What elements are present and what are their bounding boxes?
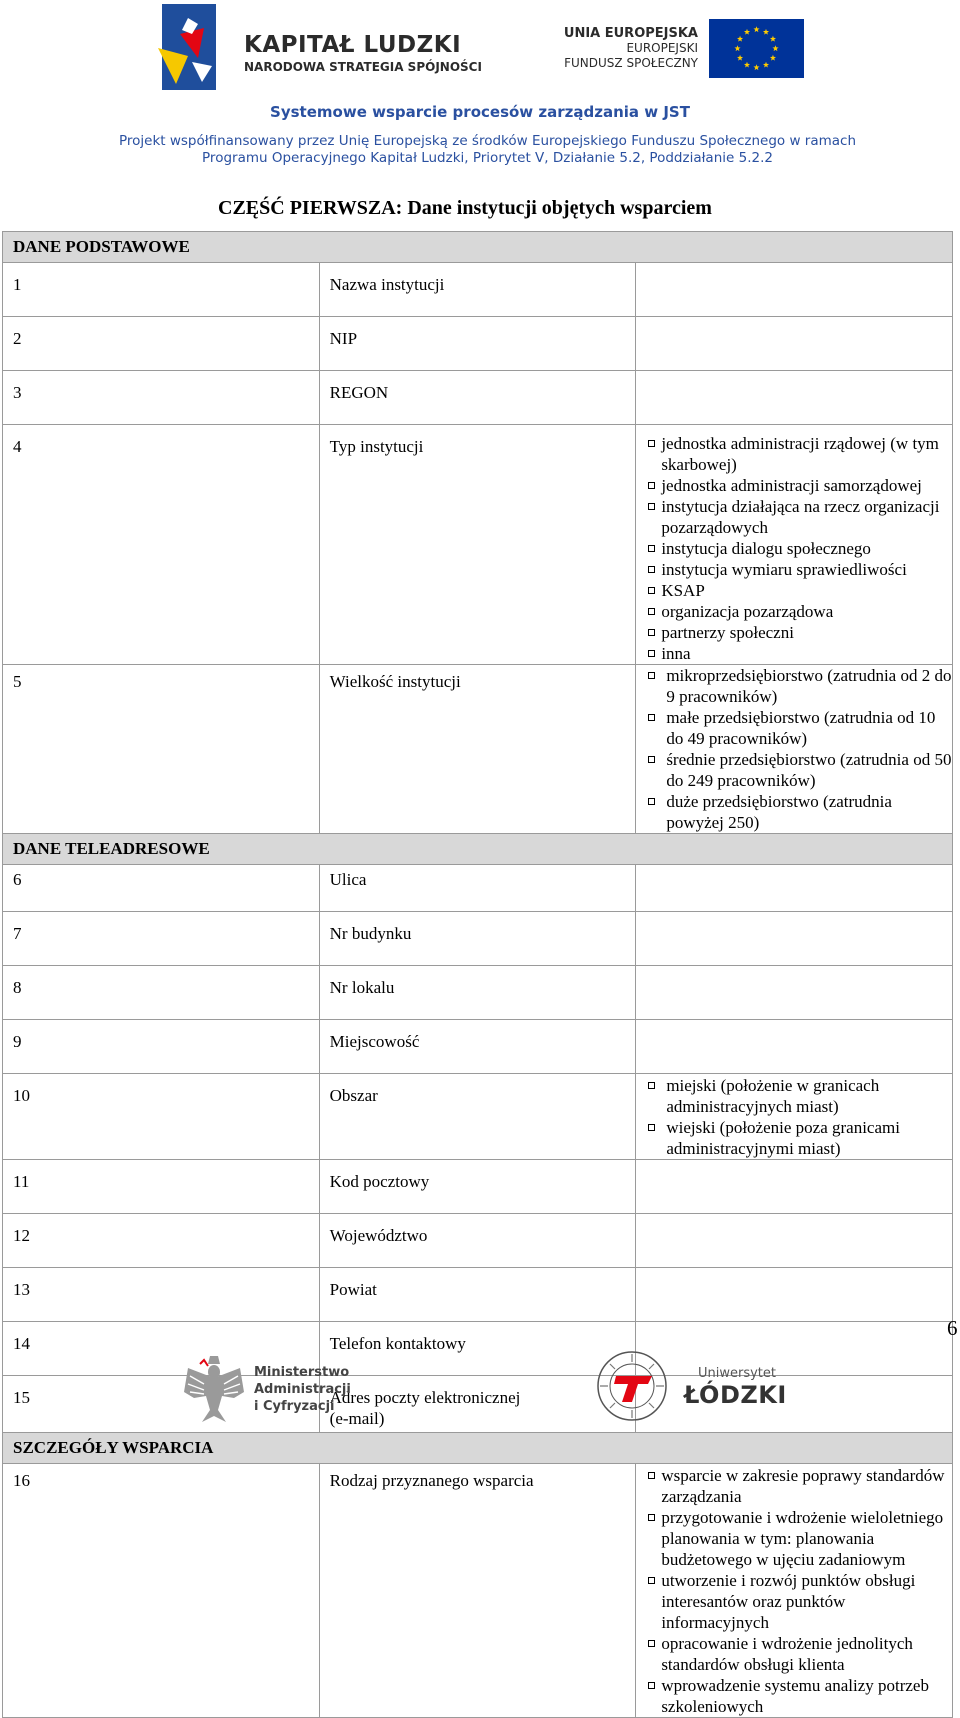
checkbox-list — [647, 1074, 952, 1159]
form-row — [3, 912, 953, 966]
kapital-ludzki-title: KAPITAŁ LUDZKI — [244, 32, 462, 58]
checkbox-label: duże przedsiębiorstwo (zatrudnia powyżej 250) — [666, 792, 892, 832]
form-row — [3, 1214, 953, 1268]
checkbox-option[interactable] — [647, 749, 952, 791]
checkbox-option[interactable] — [647, 1570, 952, 1633]
form-row — [3, 1020, 953, 1074]
checkbox-option[interactable] — [647, 707, 952, 749]
form-row — [3, 1322, 953, 1376]
checkbox-icon[interactable] — [648, 672, 655, 679]
apartment-number-field[interactable] — [636, 966, 953, 1020]
checkbox-label: instytucja działająca na rzecz organizacji pozarządowych — [661, 497, 940, 537]
row-number: 12 — [3, 1214, 320, 1268]
checkbox-icon[interactable] — [648, 608, 655, 615]
row-label: Powiat — [319, 1268, 636, 1322]
checkbox-option[interactable] — [647, 643, 952, 664]
kapital-ludzki-logo-icon — [158, 4, 218, 94]
kapital-ludzki-subtitle: NARODOWA STRATEGIA SPÓJNOŚCI — [244, 60, 482, 74]
checkbox-label: instytucja dialogu społecznego — [661, 539, 871, 558]
checkbox-option[interactable] — [647, 580, 952, 601]
row-label-line-1: Adres poczty elektronicznej — [329, 1388, 521, 1407]
checkbox-option[interactable] — [647, 601, 952, 622]
checkbox-icon[interactable] — [648, 1640, 655, 1647]
building-number-field[interactable] — [636, 912, 953, 966]
row-number: 10 — [3, 1074, 320, 1160]
ministry-line-2: Administracji — [254, 1382, 351, 1397]
ministry-logo-text — [254, 1364, 351, 1415]
institution-form — [2, 231, 953, 1718]
street-field[interactable] — [636, 865, 953, 912]
form-row — [3, 263, 953, 317]
row-label-line-2: (e-mail) — [329, 1409, 385, 1428]
row-number: 5 — [3, 665, 320, 834]
row-number: 16 — [3, 1464, 320, 1718]
ministry-line-3: i Cyfryzacji — [254, 1399, 335, 1414]
postal-code-field[interactable] — [636, 1160, 953, 1214]
checkbox-icon[interactable] — [648, 650, 655, 657]
nip-field[interactable] — [636, 317, 953, 371]
checkbox-option[interactable] — [647, 1117, 952, 1159]
checkbox-icon[interactable] — [648, 1124, 655, 1131]
row-number: 4 — [3, 425, 320, 665]
checkbox-label: średnie przedsiębiorstwo (zatrudnia od 50 do 249 pracowników) — [666, 750, 952, 790]
row-number: 9 — [3, 1020, 320, 1074]
row-label: Typ instytucji — [319, 425, 636, 665]
form-row — [3, 425, 953, 665]
polish-eagle-emblem-icon — [180, 1352, 248, 1426]
checkbox-label: mikroprzedsiębiorstwo (zatrudnia od 2 do 9 pracowników) — [666, 666, 952, 706]
checkbox-icon[interactable] — [648, 714, 655, 721]
checkbox-icon[interactable] — [648, 545, 655, 552]
row-label: Obszar — [319, 1074, 636, 1160]
checkbox-option[interactable] — [647, 1633, 952, 1675]
checkbox-label: jednostka administracji rządowej (w tym skarbowej) — [661, 434, 939, 474]
checkbox-icon[interactable] — [648, 566, 655, 573]
checkbox-option[interactable] — [647, 1075, 952, 1117]
checkbox-list — [647, 1464, 952, 1717]
row-label: Kod pocztowy — [319, 1160, 636, 1214]
checkbox-label: wprowadzenie systemu analizy potrzeb szkoleniowych — [661, 1676, 929, 1716]
form-row — [3, 1376, 953, 1433]
county-field[interactable] — [636, 1268, 953, 1322]
row-label: Ulica — [319, 865, 636, 912]
eu-logo-text — [564, 26, 698, 71]
checkbox-list — [647, 665, 952, 833]
phone-field[interactable] — [636, 1322, 953, 1376]
row-label: Telefon kontaktowy — [319, 1322, 636, 1376]
form-row — [3, 1464, 953, 1718]
university-seal-icon — [596, 1350, 668, 1422]
checkbox-option[interactable] — [647, 1507, 952, 1570]
checkbox-icon[interactable] — [648, 629, 655, 636]
checkbox-icon[interactable] — [648, 798, 655, 805]
checkbox-icon[interactable] — [648, 503, 655, 510]
section-basic-data: DANE PODSTAWOWE — [3, 232, 953, 263]
section-contact-data: DANE TELEADRESOWE — [3, 834, 953, 865]
institution-type-options — [636, 425, 953, 665]
checkbox-option[interactable] — [647, 622, 952, 643]
form-row — [3, 966, 953, 1020]
form-row — [3, 865, 953, 912]
university-logo-line-2: ŁÓDZKI — [684, 1381, 787, 1409]
checkbox-option[interactable] — [647, 538, 952, 559]
row-number: 1 — [3, 263, 320, 317]
checkbox-label: inna — [661, 644, 691, 663]
area-options — [636, 1074, 953, 1160]
row-label: Rodzaj przyznanego wsparcia — [319, 1464, 636, 1718]
checkbox-label: opracowanie i wdrożenie jednolitych standardów obsługi klienta — [661, 1634, 913, 1674]
checkbox-icon[interactable] — [648, 1082, 655, 1089]
row-number: 7 — [3, 912, 320, 966]
project-description — [0, 133, 960, 167]
eu-flag-icon — [709, 19, 804, 78]
checkbox-icon[interactable] — [648, 1514, 655, 1521]
row-label: Nr lokalu — [319, 966, 636, 1020]
checkbox-label: partnerzy społeczni — [661, 623, 794, 642]
support-type-options — [636, 1464, 953, 1718]
project-description-line-2: Programu Operacyjnego Kapitał Ludzki, Priorytet V, Działanie 5.2, Poddziałanie 5.2.2 — [202, 150, 773, 166]
row-number: 6 — [3, 865, 320, 912]
checkbox-icon[interactable] — [648, 440, 655, 447]
checkbox-icon[interactable] — [648, 587, 655, 594]
checkbox-label: KSAP — [661, 581, 705, 600]
eu-line-2: EUROPEJSKI — [626, 41, 698, 55]
checkbox-icon[interactable] — [648, 1682, 655, 1689]
checkbox-label: przygotowanie i wdrożenie wieloletniego planowania w tym: planowania budżetowego w ujęciu zadaniowym — [661, 1508, 944, 1569]
eu-line-1: UNIA EUROPEJSKA — [563, 26, 698, 41]
checkbox-option[interactable] — [647, 1675, 952, 1717]
row-label: REGON — [319, 371, 636, 425]
project-description-line-1: Projekt współfinansowany przez Unię Europejską ze środków Europejskiego Funduszu Społecznego w ramach — [118, 133, 857, 149]
ministry-line-1: Ministerstwo — [254, 1365, 350, 1380]
checkbox-label: małe przedsiębiorstwo (zatrudnia od 10 do 49 pracowników) — [666, 708, 936, 748]
checkbox-option[interactable] — [647, 433, 952, 475]
checkbox-option[interactable] — [647, 791, 952, 833]
row-label — [319, 1376, 636, 1433]
checkbox-label: wsparcie w zakresie poprawy standardów zarządzania — [661, 1466, 945, 1506]
checkbox-list — [647, 425, 952, 664]
checkbox-label: wiejski (położenie poza granicami administracyjnymi miast) — [666, 1118, 900, 1158]
checkbox-option[interactable] — [647, 1465, 952, 1507]
row-label: Wielkość instytucji — [319, 665, 636, 834]
form-row — [3, 1160, 953, 1214]
voivodeship-field[interactable] — [636, 1214, 953, 1268]
checkbox-option[interactable] — [647, 665, 952, 707]
row-label: NIP — [319, 317, 636, 371]
row-number: 8 — [3, 966, 320, 1020]
checkbox-label: organizacja pozarządowa — [661, 602, 834, 621]
row-number: 2 — [3, 317, 320, 371]
institution-size-options — [636, 665, 953, 834]
checkbox-icon[interactable] — [648, 756, 655, 763]
row-label: Nr budynku — [319, 912, 636, 966]
page-number: 6 — [947, 1316, 958, 1340]
row-number: 15 — [3, 1376, 320, 1433]
city-field[interactable] — [636, 1020, 953, 1074]
form-row — [3, 371, 953, 425]
checkbox-label: utworzenie i rozwój punktów obsługi interesantów oraz punktów informacyjnych — [661, 1571, 916, 1632]
checkbox-option[interactable] — [647, 496, 952, 538]
checkbox-icon[interactable] — [648, 1577, 655, 1584]
row-label: Województwo — [319, 1214, 636, 1268]
row-number: 3 — [3, 371, 320, 425]
row-label: Nazwa instytucji — [319, 263, 636, 317]
eu-line-3: FUNDUSZ SPOŁECZNY — [564, 56, 698, 70]
checkbox-icon[interactable] — [648, 1472, 655, 1479]
form-row — [3, 1268, 953, 1322]
form-row — [3, 1074, 953, 1160]
section-support-details: SZCZEGÓŁY WSPARCIA — [3, 1433, 953, 1464]
row-number: 13 — [3, 1268, 320, 1322]
row-number: 14 — [3, 1322, 320, 1376]
university-logo-line-1: Uniwersytet — [698, 1366, 776, 1381]
institution-name-field[interactable] — [636, 263, 953, 317]
row-number: 11 — [3, 1160, 320, 1214]
checkbox-label: instytucja wymiaru sprawiedliwości — [661, 560, 907, 579]
regon-field[interactable] — [636, 371, 953, 425]
form-row — [3, 317, 953, 371]
checkbox-label: jednostka administracji samorządowej — [661, 476, 922, 495]
checkbox-option[interactable] — [647, 475, 952, 496]
checkbox-option[interactable] — [647, 559, 952, 580]
checkbox-icon[interactable] — [648, 482, 655, 489]
project-title: Systemowe wsparcie procesów zarządzania w JST — [270, 103, 690, 121]
form-row — [3, 665, 953, 834]
checkbox-label: miejski (położenie w granicach administracyjnych miast) — [666, 1076, 880, 1116]
part-title: CZĘŚĆ PIERWSZA: Dane instytucji objętych wsparciem — [218, 197, 712, 219]
row-label: Miejscowość — [319, 1020, 636, 1074]
